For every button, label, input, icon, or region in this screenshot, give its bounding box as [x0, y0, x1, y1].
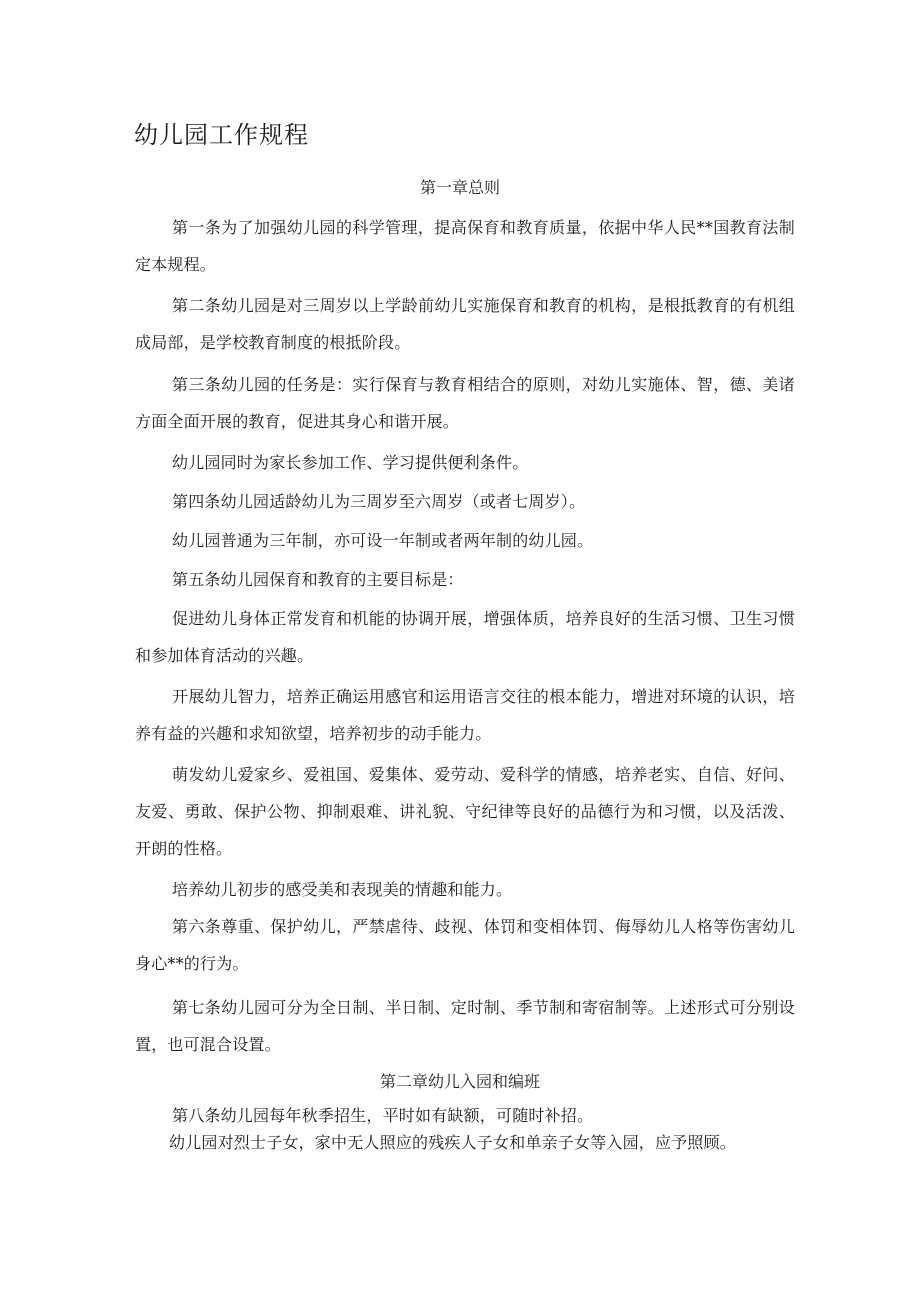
paragraph-article-5: 第五条幼儿园保育和教育的主要目标是： [172, 570, 464, 589]
paragraph-school-years: 幼儿园普通为三年制，亦可设一年制或者两年制的幼儿园。 [172, 531, 594, 550]
paragraph-article-1: 第一条为了加强幼儿园的科学管理，提高保育和教育质量，依据中华人民**国教育法制定本规程。 [135, 218, 795, 274]
paragraph-priority-admission: 幼儿园对烈士子女，家中无人照应的残疾人子女和单亲子女等入园，应予照顾。 [169, 1133, 737, 1152]
document-title: 幼儿园工作规程 [134, 121, 309, 149]
paragraph-article-4: 第四条幼儿园适龄幼儿为三周岁至六周岁（或者七周岁）。 [172, 492, 586, 511]
paragraph-article-7: 第七条幼儿园可分为全日制、半日制、定时制、季节制和寄宿制等。上述形式可分别设置，也可混合设置。 [135, 998, 795, 1054]
chapter-2-heading: 第二章幼儿入园和编班 [379, 1072, 540, 1091]
paragraph-goal-moral: 萌发幼儿爱家乡、爱祖国、爱集体、爱劳动、爱科学的情感，培养老实、自信、好问、友爱、勇敢、保护公物、抑制艰难、讲礼貌、守纪律等良好的品德行为和习惯，以及活泼、开朗的性格。 [135, 765, 795, 858]
paragraph-article-2: 第二条幼儿园是对三周岁以上学龄前幼儿实施保育和教育的机构，是根抵教育的有机组成局部，是学校教育制度的根抵阶段。 [135, 296, 795, 352]
paragraph-goal-intellect: 开展幼儿智力，培养正确运用感官和运用语言交往的根本能力，增进对环境的认识，培养有益的兴趣和求知欲望，培养初步的动手能力。 [135, 687, 795, 743]
paragraph-goal-aesthetic: 培养幼儿初步的感受美和表现美的情趣和能力。 [172, 880, 513, 899]
chapter-1-heading: 第一章总则 [419, 178, 500, 197]
paragraph-article-3: 第三条幼儿园的任务是：实行保育与教育相结合的原则，对幼儿实施体、智，德、美诸方面全面开展的教育，促进其身心和谐开展。 [135, 375, 795, 431]
paragraph-article-8: 第八条幼儿园每年秋季招生，平时如有缺额，可随时补招。 [172, 1106, 594, 1125]
paragraph-parent-support: 幼儿园同时为家长参加工作、学习提供便利条件。 [172, 453, 529, 472]
paragraph-goal-physical: 促进幼儿身体正常发育和机能的协调开展，增强体质，培养良好的生活习惯、卫生习惯和参加体育活动的兴趣。 [135, 609, 795, 665]
paragraph-article-6: 第六条尊重、保护幼儿，严禁虐待、歧视、体罚和变相体罚、侮辱幼儿人格等伤害幼儿身心**的行为。 [135, 917, 795, 973]
